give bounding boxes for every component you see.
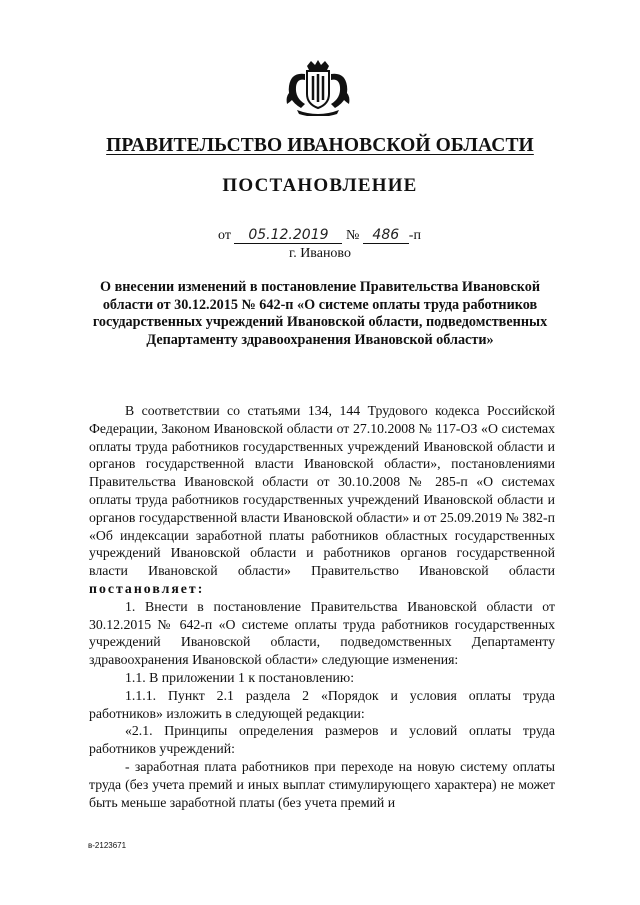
coat-of-arms-emblem [283,60,353,116]
number-sign: № [345,228,360,243]
handwritten-number: 486 [363,227,409,244]
paragraph-1-1: 1.1. В приложении 1 к постановлению: [125,669,355,685]
document-type-title: ПОСТАНОВЛЕНИЕ [222,175,418,196]
document-subject: О внесении изменений в постановление Правительства Ивановской области от 30.12.2015 № 642-п «О системе оплаты труда работников государственных учреждений Ивановской области, подведомственных Департаменту здравоохранения Ивановской области» [92,279,548,348]
handwritten-date: 05.12.2019 [234,227,342,244]
resolves-word: постановляет: [89,580,205,596]
preamble-text: В соответствии со статьями 134, 144 Трудового кодекса Российской Федерации, Законом Ивановской области от 27.10.2008 № 117-ОЗ «О системах оплаты труда работников государственных учреждений Ивановской области и органов государственной власти Ивановской области», постановлениями Правительства Ивановской области от 30.10.2008 № 285-п «О системах оплаты труда работников государственных учреждений Ивановской области и органов государственной власти Ивановской области» и от 25.09.2019 № 382-п «Об индексации заработной платы работников областных государственных учреждений Ивановской области и работников органов государственной власти Ивановской области» Правительство Ивановской области [89,403,555,579]
preamble-paragraph [89,402,555,598]
paragraph-1-1-1: 1.1.1. Пункт 2.1 раздела 2 «Порядок и условия оплаты труда работников» изложить в следующей редакции: [89,687,555,721]
date-number-row [218,227,421,244]
footer-code: в-2123671 [88,841,127,850]
document-body [89,402,555,811]
number-suffix: -п [408,228,421,243]
paragraph-1: 1. Внести в постановление Правительства Ивановской области от 30.12.2015 № 642-п «О системе оплаты труда работников государственных учреждений Ивановской области, подведомственных Департаменту здравоохранения Ивановской области» следующие изменения: [89,598,555,668]
from-label: от [218,228,231,243]
paragraph-2-1: «2.1. Принципы определения размеров и условий оплаты труда работников учреждений: [89,723,555,757]
government-title: ПРАВИТЕЛЬСТВО ИВАНОВСКОЙ ОБЛАСТИ [106,135,534,156]
paragraph-dash: - заработная плата работников при переходе на новую систему оплаты труда (без учета премий и иных выплат стимулирующего характера) не может быть меньше заработной платы (без учета премий и [89,758,555,810]
city-label: г. Иваново [289,246,351,261]
